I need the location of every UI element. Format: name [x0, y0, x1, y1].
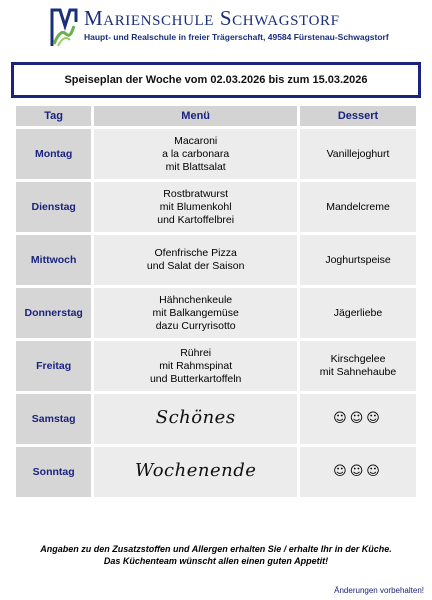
menu-cell: [94, 129, 297, 179]
table-row-sunday: [16, 447, 416, 497]
menu-cell: [94, 447, 297, 497]
page-header: [0, 0, 432, 52]
menu-line: mit Balkangemüse: [152, 306, 239, 319]
header-day: Tag: [16, 106, 91, 126]
table-row-friday: [16, 341, 416, 391]
day-cell: Donnerstag: [16, 288, 91, 338]
day-cell: Freitag: [16, 341, 91, 391]
dessert-cell: [300, 394, 416, 444]
dessert-cell: [300, 447, 416, 497]
changes-notice: Änderungen vorbehalten!: [334, 586, 424, 595]
menu-table: [13, 103, 419, 500]
smiley-icon: ☺☺☺: [333, 464, 383, 479]
weekend-text: Schönes: [155, 407, 236, 428]
menu-line: Rührei: [180, 346, 212, 359]
menu-cell: [94, 288, 297, 338]
dessert-line: Kirschgelee: [330, 353, 386, 365]
dessert-line: Jägerliebe: [333, 306, 383, 319]
dessert-line: Mandelcreme: [326, 200, 390, 213]
table-header-row: [16, 106, 416, 126]
day-cell: Sonntag: [16, 447, 91, 497]
menu-line: mit Rahmspinat: [159, 359, 233, 372]
dessert-cell: [300, 288, 416, 338]
allergen-note-line: Angaben zu den Zusatzstoffen und Allergen erhalten Sie / erhalte Ihr in der Küche.: [40, 544, 392, 554]
dessert-cell: [300, 182, 416, 232]
table-row-thursday: [16, 288, 416, 338]
table-row-tuesday: [16, 182, 416, 232]
menu-line: mit Blumenkohl: [159, 200, 232, 213]
table-row-saturday: [16, 394, 416, 444]
menu-line: dazu Curryrisotto: [155, 319, 236, 332]
weekend-text: Wochenende: [134, 460, 257, 481]
day-cell: Montag: [16, 129, 91, 179]
table-row-wednesday: [16, 235, 416, 285]
smiley-icon: ☺☺☺: [333, 411, 383, 426]
menu-cell: [94, 394, 297, 444]
menu-line: Hähnchenkeule: [159, 293, 233, 306]
dessert-cell: [300, 129, 416, 179]
header-dessert: Dessert: [300, 106, 416, 126]
menu-line: Macaroni: [174, 134, 218, 147]
menu-line: und Kartoffelbrei: [157, 213, 235, 226]
table-row-monday: [16, 129, 416, 179]
dessert-cell: [300, 341, 416, 391]
day-cell: Samstag: [16, 394, 91, 444]
dessert-line: Joghurtspeise: [325, 253, 391, 266]
appetite-note-line: Das Küchenteam wünscht allen einen guten Appetit!: [103, 556, 329, 566]
menu-cell: [94, 182, 297, 232]
menu-cell: [94, 341, 297, 391]
school-logo-icon: [50, 4, 80, 48]
menu-line: Rostbratwurst: [163, 187, 229, 200]
school-name: Marienschule Schwagstorf: [84, 6, 340, 30]
header-menu: Menü: [94, 106, 297, 126]
day-cell: Mittwoch: [16, 235, 91, 285]
school-subtitle: Haupt- und Realschule in freier Trägerschaft, 49584 Fürstenau-Schwagstorf: [84, 32, 389, 42]
menu-line: und Butterkartoffeln: [149, 372, 242, 385]
menu-line: a la carbonara: [162, 147, 230, 160]
dessert-cell: [300, 235, 416, 285]
menu-line: Ofenfrische Pizza: [154, 247, 237, 259]
menu-line: und Salat der Saison: [146, 260, 245, 272]
menu-cell: [94, 235, 297, 285]
allergen-note: [0, 543, 432, 567]
dessert-line: mit Sahnehaube: [319, 366, 397, 378]
day-cell: Dienstag: [16, 182, 91, 232]
dessert-line: Vanillejoghurt: [326, 147, 390, 160]
menu-title: Speiseplan der Woche vom 02.03.2026 bis zum 15.03.2026: [11, 62, 421, 98]
menu-line: mit Blattsalat: [165, 160, 226, 173]
